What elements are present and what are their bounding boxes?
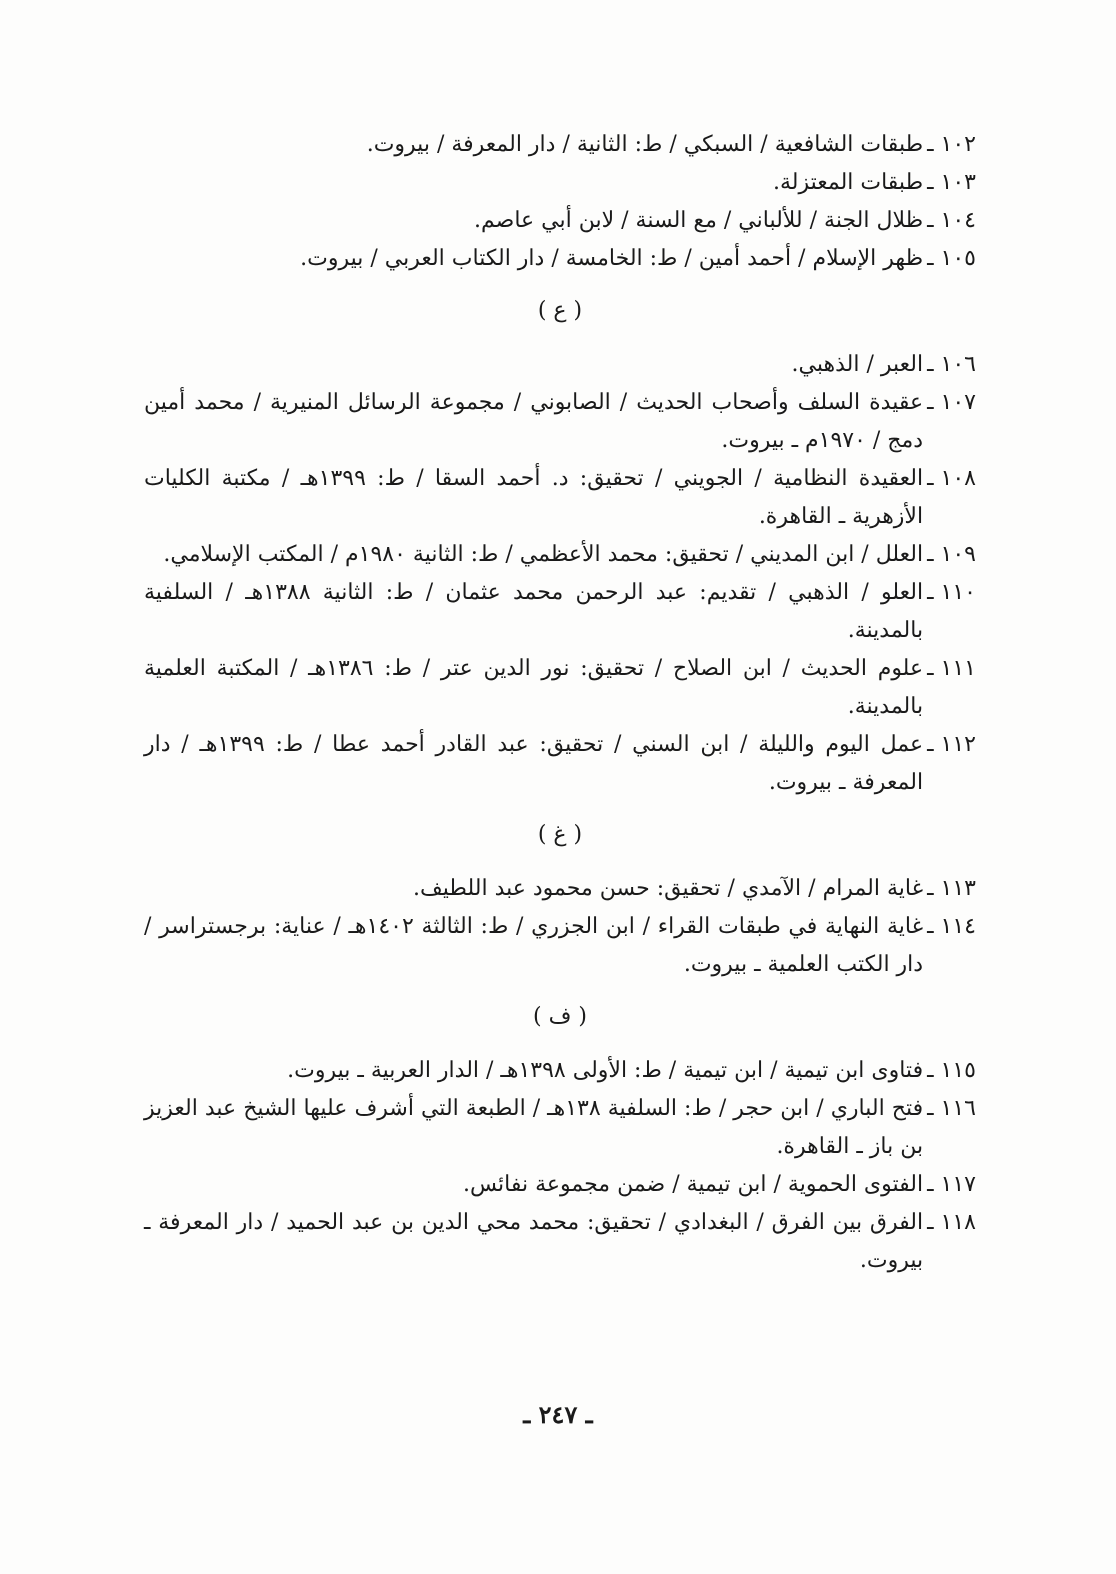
- entry-text: العبر / الذهبي.: [791, 352, 924, 377]
- list-item: [144, 1090, 976, 1166]
- entry-text: طبقات الشافعية / السبكي / ط: الثانية / دار المعرفة / بيروت.: [366, 132, 924, 157]
- entry-number: ١١٣ ـ: [927, 876, 976, 901]
- entry-number: ١١٠ ـ: [927, 580, 976, 605]
- entry-number: ١٠٣ ـ: [927, 170, 976, 195]
- bibliography-list: [144, 126, 976, 1280]
- entry-number: ١٠٨ ـ: [927, 466, 976, 491]
- entry-number: ١١٧ ـ: [927, 1172, 976, 1197]
- list-item: [144, 574, 976, 650]
- entry-text: الفتوى الحموية / ابن تيمية / ضمن مجموعة نفائس.: [462, 1172, 924, 1197]
- list-item: [144, 384, 976, 460]
- list-item: [144, 650, 976, 726]
- page-number: ـ ٢٤٧ ـ: [523, 1400, 593, 1429]
- list-item: [144, 870, 976, 908]
- entry-text: فتح الباري / ابن حجر / ط: السلفية ١٣٨هـ / الطبعة التي أشرف عليها الشيخ عبد العزيز بن باز ـ القاهرة.: [144, 1096, 924, 1159]
- entry-number: ١٠٥ ـ: [927, 246, 976, 271]
- entry-number: ١٠٧ ـ: [927, 390, 976, 415]
- entry-text: طبقات المعتزلة.: [772, 170, 924, 195]
- entry-number: ١٠٤ ـ: [927, 208, 976, 233]
- entry-number: ١١٥ ـ: [927, 1058, 976, 1083]
- list-item: [144, 908, 976, 984]
- entry-text: غاية المرام / الآمدي / تحقيق: حسن محمود عبد اللطيف.: [413, 876, 924, 901]
- section-heading-ain: ( ع ): [537, 298, 583, 323]
- list-item: [144, 1204, 976, 1280]
- list-item: [144, 240, 976, 278]
- entry-text: ظلال الجنة / للألباني / مع السنة / لابن أبي عاصم.: [474, 208, 924, 233]
- list-item: [144, 726, 976, 802]
- list-item: [144, 1052, 976, 1090]
- entry-number: ١١٨ ـ: [927, 1210, 976, 1235]
- entry-number: ١١٤ ـ: [927, 914, 976, 939]
- section-heading-fa: ( ف ): [533, 1004, 587, 1029]
- entry-text: الفرق بين الفرق / البغدادي / تحقيق: محمد محي الدين بن عبد الحميد / دار المعرفة ـ بيروت.: [144, 1210, 924, 1273]
- entry-text: العلو / الذهبي / تقديم: عبد الرحمن محمد عثمان / ط: الثانية ١٣٨٨هـ / السلفية بالمدينة.: [144, 580, 924, 643]
- entry-text: العلل / ابن المديني / تحقيق: محمد الأعظمي / ط: الثانية ١٩٨٠م / المكتب الإسلامي.: [163, 542, 924, 567]
- list-item: [144, 1166, 976, 1204]
- entry-number: ١٠٦ ـ: [927, 352, 976, 377]
- list-item: [144, 536, 976, 574]
- entry-number: ١٠٩ ـ: [927, 542, 976, 567]
- entry-number: ١١٦ ـ: [927, 1096, 976, 1121]
- entry-text: عمل اليوم والليلة / ابن السني / تحقيق: عبد القادر أحمد عطا / ط: ١٣٩٩هـ / دار المعرفة ـ بيروت.: [144, 732, 924, 795]
- entry-text: عقيدة السلف وأصحاب الحديث / الصابوني / مجموعة الرسائل المنيرية / محمد أمين دمج / ١٩٧٠م ـ بيروت.: [144, 390, 924, 453]
- list-item: [144, 346, 976, 384]
- entry-number: ١٠٢ ـ: [927, 132, 976, 157]
- entry-number: ١١٢ ـ: [927, 732, 976, 757]
- list-item: [144, 126, 976, 164]
- entry-number: ١١١ ـ: [927, 656, 976, 681]
- section-heading-ghain: ( غ ): [537, 822, 583, 847]
- list-item: [144, 460, 976, 536]
- entry-text: غاية النهاية في طبقات القراء / ابن الجزري / ط: الثالثة ١٤٠٢هـ / عناية: برجستراسر / دار الكتب العلمية ـ بيروت.: [144, 914, 924, 977]
- entry-text: ظهر الإسلام / أحمد أمين / ط: الخامسة / دار الكتاب العربي / بيروت.: [300, 246, 924, 271]
- list-item: [144, 202, 976, 240]
- entry-text: علوم الحديث / ابن الصلاح / تحقيق: نور الدين عتر / ط: ١٣٨٦هـ / المكتبة العلمية بالمدينة.: [144, 656, 924, 719]
- entry-text: فتاوى ابن تيمية / ابن تيمية / ط: الأولى ١٣٩٨هـ / الدار العربية ـ بيروت.: [287, 1058, 924, 1083]
- entry-text: العقيدة النظامية / الجويني / تحقيق: د. أحمد السقا / ط: ١٣٩٩هـ / مكتبة الكليات الأزهرية ـ القاهرة.: [144, 466, 924, 529]
- list-item: [144, 164, 976, 202]
